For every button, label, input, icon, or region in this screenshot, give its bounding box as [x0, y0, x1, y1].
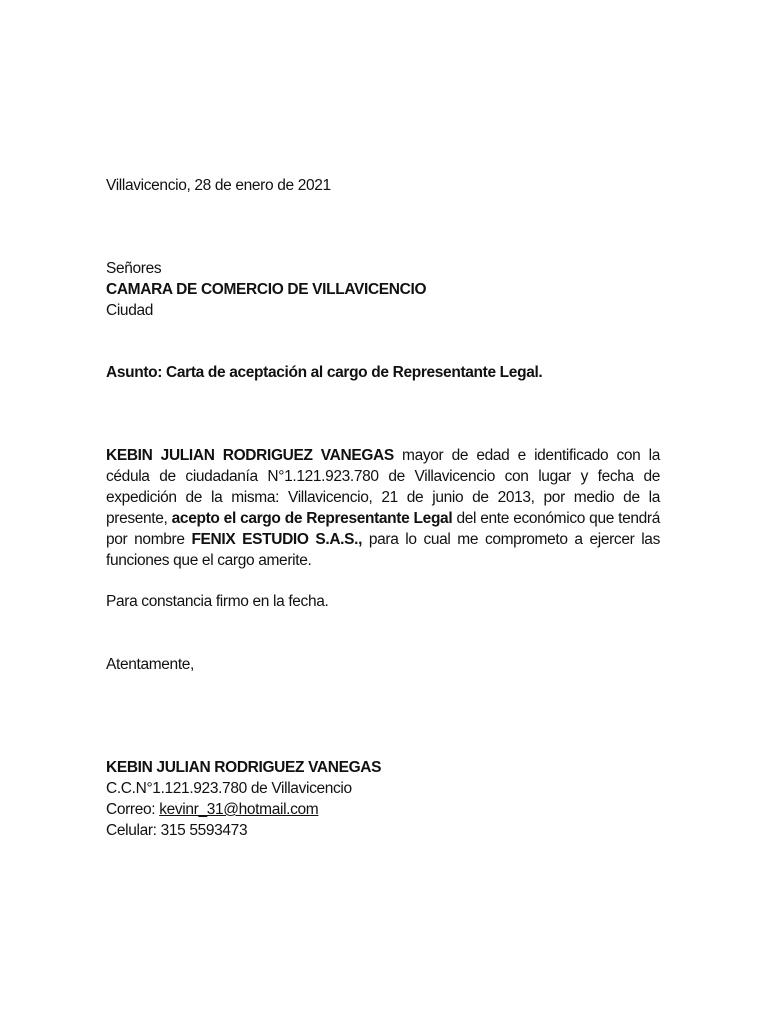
body-name: KEBIN JULIAN RODRIGUEZ VANEGAS — [106, 447, 394, 464]
date-line: Villavicencio, 28 de enero de 2021 — [106, 177, 331, 194]
recipient-city: Ciudad — [106, 302, 154, 319]
body-accept: acepto el cargo de Representante Legal — [171, 510, 453, 527]
signature-phone: Celular: 315 5593473 — [106, 822, 248, 839]
closing-note: Para constancia firmo en la fecha. — [106, 593, 329, 610]
subject-line: Asunto: Carta de aceptación al cargo de Representante Legal. — [106, 364, 543, 381]
salutation: Señores — [106, 260, 162, 277]
recipient-organization: CAMARA DE COMERCIO DE VILLAVICENCIO — [106, 281, 427, 298]
valediction: Atentamente, — [106, 656, 194, 673]
signature-id: C.C.N°1.121.923.780 de Villavicencio — [106, 780, 352, 797]
email-label: Correo: — [106, 801, 160, 818]
email-link[interactable]: kevinr_31@hotmail.com — [159, 801, 319, 818]
body-text-3: para lo cual me comprometo a ejercer las funciones que el cargo amerite. — [106, 531, 660, 569]
signature-email-line — [106, 799, 318, 820]
body-company: FENIX ESTUDIO S.A.S., — [191, 531, 363, 548]
body-text-1: mayor de edad e identificado con la cédula de ciudadanía N°1.121.923.780 de Villavicencio con lugar y fecha de expedición de la misma: Villavicencio, 21 de junio de 2013, por medio de la presente, — [106, 447, 660, 527]
signature-name: KEBIN JULIAN RODRIGUEZ VANEGAS — [106, 759, 382, 776]
body-text-2: del ente económico que tendrá por nombre — [106, 510, 661, 548]
body-paragraph — [106, 445, 660, 571]
